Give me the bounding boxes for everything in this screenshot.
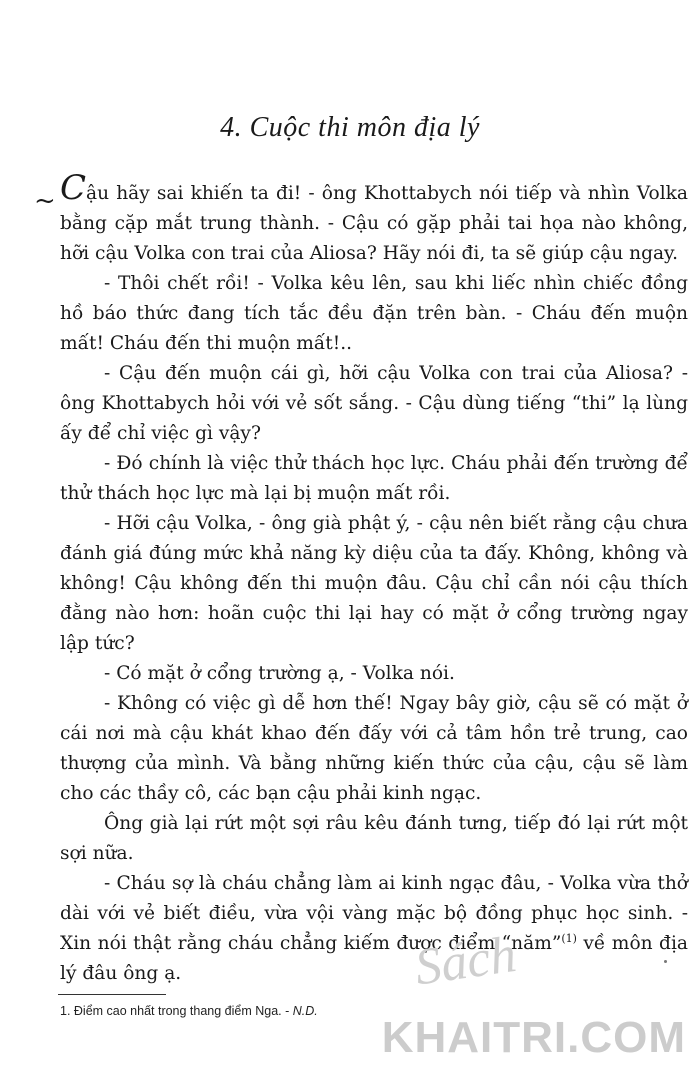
footnote-text: 1. Điểm cao nhất trong thang điểm Nga. - xyxy=(60,1004,293,1018)
watermark-script: Sách xyxy=(411,925,520,997)
paragraph-4: - Đó chính là việc thử thách học lực. Cháu phải đến trường để thử thách học lực mà lại bị muộn mất rồi. xyxy=(60,453,688,504)
footnote xyxy=(60,1004,318,1018)
stray-dot xyxy=(664,960,667,963)
footnote-ref: (1) xyxy=(561,931,577,945)
footnote-divider xyxy=(58,994,166,995)
paragraph-8: Ông già lại rứt một sợi râu kêu đánh tưng, tiếp đó lại rứt một sợi nữa. xyxy=(60,813,688,864)
paragraph-2: - Thôi chết rồi! - Volka kêu lên, sau khi liếc nhìn chiếc đồng hồ báo thức đang tích tắc đều đặn trên bàn. - Cháu đến muộn mất! Cháu đến thi muộn mất!.. xyxy=(60,273,688,354)
paragraph-1: Cậu hãy sai khiến ta đi! - ông Khottabych nói tiếp và nhìn Volka bằng cặp mắt trung thành. - Cậu có gặp phải tai họa nào không, hỡi cậu Volka con trai của Aliosa? Hãy nói đi, ta sẽ giúp cậu ngay. xyxy=(60,168,688,264)
lead-mark: ~ xyxy=(34,186,56,216)
paragraph-9 xyxy=(60,869,688,989)
paragraph-9-end: về môn địa lý đâu ông ạ. xyxy=(60,933,688,984)
paragraph-7: - Không có việc gì dễ hơn thế! Ngay bây giờ, cậu sẽ có mặt ở cái nơi mà cậu khát khao đến đấy với cả tâm hồn trẻ trung, cao thượng của mình. Và bằng những kiến thức của cậu, cậu sẽ làm cho các thầy cô, các bạn cậu phải kinh ngạc. xyxy=(60,693,688,804)
body-text xyxy=(60,168,688,989)
footnote-author: N.D. xyxy=(292,1004,318,1018)
paragraph-6: - Có mặt ở cổng trường ạ, - Volka nói. xyxy=(104,663,455,684)
paragraph-3: - Cậu đến muộn cái gì, hỡi cậu Volka con trai của Aliosa? - ông Khottabych hỏi với vẻ sốt sắng. - Cậu dùng tiếng “thi” lạ lùng ấy để chỉ việc gì vậy? xyxy=(60,363,688,444)
chapter-title: 4. Cuộc thi môn địa lý xyxy=(220,112,480,143)
watermark-main: KHAITRI.COM xyxy=(381,1013,686,1062)
paragraph-9-text: - Cháu sợ là cháu chẳng làm ai kinh ngạc đâu, - Volka vừa thở dài với vẻ biết điều, vừa vội vàng mặc bộ đồng phục học sinh. - Xin nói thật rằng cháu chẳng kiếm được điểm “năm” xyxy=(60,873,688,954)
paragraph-5: - Hỡi cậu Volka, - ông già phật ý, - cậu nên biết rằng cậu chưa đánh giá đúng mức khả năng kỳ diệu của ta đấy. Không, không và không! Cậu không đến thi muộn đâu. Cậu chỉ cần nói cậu thích đằng nào hơn: hoãn cuộc thi lại hay có mặt ở cổng trường ngay lập tức? xyxy=(60,513,688,654)
